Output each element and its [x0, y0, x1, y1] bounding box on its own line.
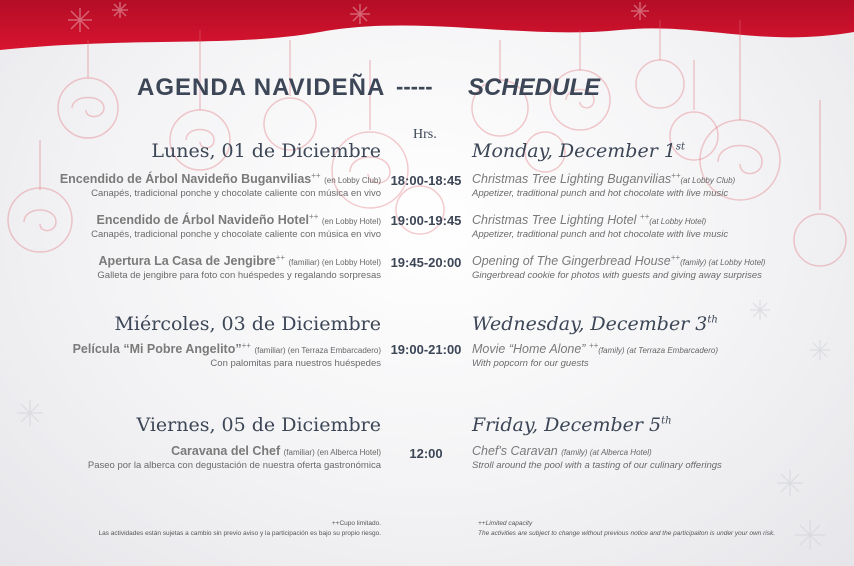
event-english: Christmas Tree Lighting Buganvilias++(at Lobby Club) Appetizer, traditional punch and hot chocolate with live music: [472, 171, 736, 200]
title-english: SCHEDULE: [468, 74, 601, 101]
event-spanish: Encendido de Árbol Navideño Buganvilias++ (en Lobby Club) Canapés, tradicional ponche y chocolate caliente con música en vivo: [59, 171, 381, 200]
event-time: 19:00-19:45: [390, 213, 462, 228]
footer-spanish: ++Cupo limitado. Las actividades están sujetas a cambio sin previo aviso y la participación es bajo su propio riesgo.: [98, 520, 381, 537]
title-separator: -----: [396, 74, 433, 99]
footer-english: ++Limited capacity The activities are subject to change without previous notice and the participaiton is under your own risk.: [478, 520, 775, 537]
day-heading-spanish: Lunes, 01 de Diciembre: [151, 140, 381, 162]
title-spanish: AGENDA NAVIDEÑA: [137, 74, 386, 101]
day-heading-english: Wednesday, December 3th: [472, 313, 718, 335]
event-spanish: Caravana del Chef (familiar) (en Alberca Hotel) Paseo por la alberca con degustación de nuestra oferta gastronómica: [87, 444, 381, 471]
event-english: Opening of The Gingerbread House++(family) (at Lobby Hotel) Gingerbread cookie for photos with guests and giving away surprises: [472, 253, 766, 282]
event-english: Christmas Tree Lighting Hotel ++(at Lobby Hotel) Appetizer, traditional punch and hot chocolate with live music: [472, 212, 729, 241]
snowflake-icon: [777, 470, 803, 496]
day-heading-spanish: Miércoles, 03 de Diciembre: [114, 313, 381, 335]
event-spanish: Encendido de Árbol Navideño Hotel++ (en Lobby Hotel) Canapés, tradicional ponche y chocolate caliente con música en vivo: [91, 212, 381, 241]
event-time: 12:00: [409, 446, 443, 461]
day-heading-english: Monday, December 1st: [472, 140, 686, 162]
event-time: 18:00-18:45: [390, 173, 462, 188]
snowflake-icon: [795, 520, 825, 550]
snowflake-icon: [17, 400, 43, 426]
hours-label: Hrs.: [413, 127, 437, 142]
day-heading-english: Friday, December 5th: [472, 414, 672, 436]
day-heading-spanish: Viernes, 05 de Diciembre: [136, 414, 381, 436]
snowflake-icon: [750, 300, 770, 320]
event-spanish: Película “Mi Pobre Angelito”++ (familiar) (en Terraza Embarcadero) Con palomitas para nuestros huéspedes: [72, 341, 381, 370]
schedule-header: [0, 74, 854, 106]
event-english: Movie “Home Alone” ++(family) (at Terraza Embarcadero) With popcorn for our guests: [472, 341, 719, 370]
snowflake-icon: [810, 340, 830, 360]
ornament-ball-icon: [794, 100, 846, 266]
event-time: 19:45-20:00: [390, 255, 462, 270]
event-time: 19:00-21:00: [390, 342, 462, 357]
event-english: Chef's Caravan (family) (at Alberca Hotel) Stroll around the pool with a tasting of our culinary offerings: [472, 444, 722, 471]
event-spanish: Apertura La Casa de Jengibre++ (familiar) (en Lobby Hotel) Galleta de jengibre para foto con huéspedes y regalando sorpresas: [97, 253, 381, 282]
